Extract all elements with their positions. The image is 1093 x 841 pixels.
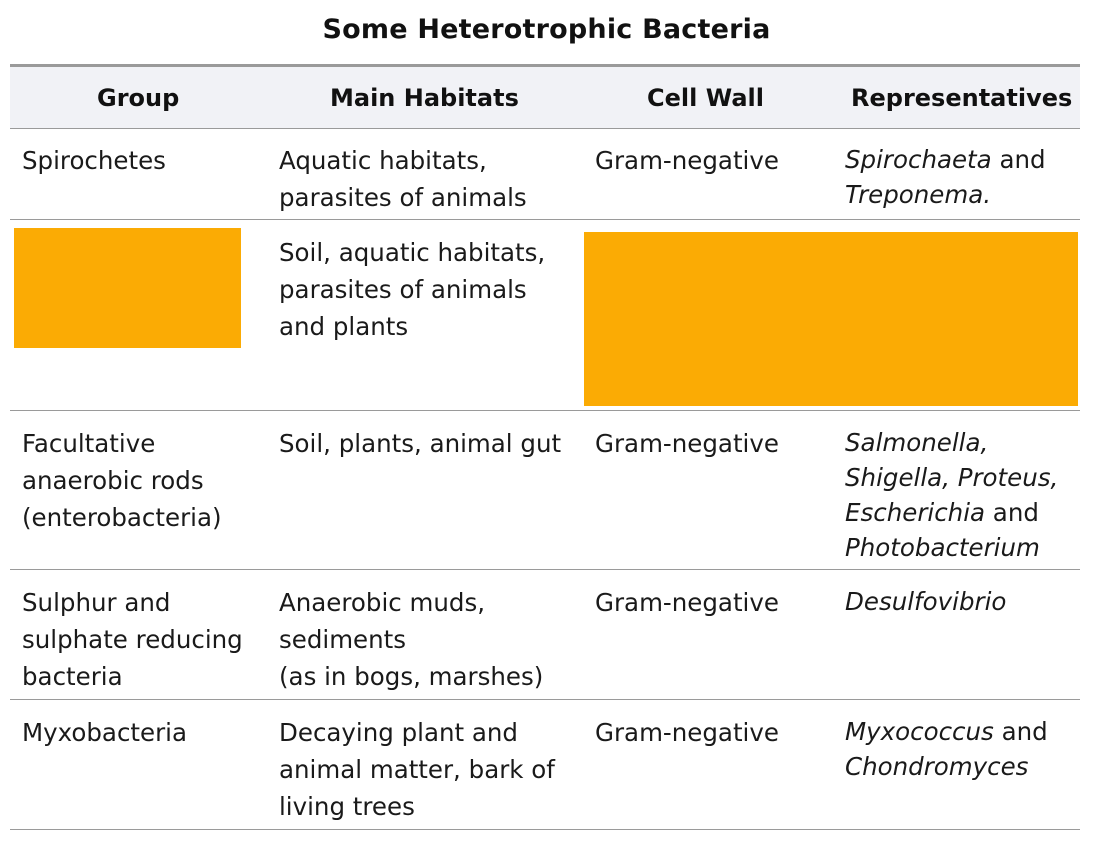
table-row: [10, 220, 1080, 411]
table-row: [10, 570, 1080, 700]
habitats-cell: Soil, aquatic habitats, parasites of animals and plants: [279, 238, 546, 341]
group-cell: Facultative anaerobic rods (enterobacteria): [22, 429, 222, 532]
group-cell: Myxobacteria: [22, 718, 187, 747]
cell-wall-cell: Gram-negative: [595, 588, 779, 617]
cell-wall-cell: Gram-negative: [595, 146, 779, 175]
cell-wall-cell: Gram-negative: [595, 429, 779, 458]
species-name: Myxococcus: [845, 717, 994, 746]
group-cell: Spirochetes: [22, 146, 166, 175]
table-row: [10, 411, 1080, 570]
group-cell: Sulphur and sulphate reducing bacteria: [22, 588, 243, 691]
table-title: Some Heterotrophic Bacteria: [322, 14, 771, 45]
cell-wall-cell: Gram-negative: [595, 718, 779, 747]
header-main-habitats: Main Habitats: [330, 84, 519, 112]
table-row: [10, 128, 1080, 220]
conjunction-text: and: [992, 498, 1039, 527]
table-row: [10, 700, 1080, 830]
habitats-cell: Soil, plants, animal gut: [279, 429, 562, 458]
species-name: Chondromyces: [845, 752, 1029, 781]
representatives-cell: [845, 142, 1080, 212]
representatives-cell: [845, 584, 1080, 619]
redaction-block-group: [14, 228, 241, 348]
representatives-cell: [845, 425, 1080, 565]
species-name: Desulfovibrio: [845, 587, 1007, 616]
conjunction-text: and: [1001, 717, 1048, 746]
habitats-cell: Anaerobic muds, sediments (as in bogs, marshes): [279, 588, 544, 691]
species-name: Spirochaeta: [845, 145, 992, 174]
header-group: Group: [97, 84, 180, 112]
species-name: Photobacterium: [845, 533, 1040, 562]
header-representatives: Representatives: [851, 84, 1073, 112]
species-name: Treponema.: [845, 180, 992, 209]
redaction-block-cellwall-representatives: [584, 232, 1078, 406]
conjunction-text: and: [999, 145, 1046, 174]
table-header: [10, 67, 1080, 129]
representatives-cell: [845, 714, 1080, 784]
header-cell-wall: Cell Wall: [647, 84, 764, 112]
habitats-cell: Decaying plant and animal matter, bark of living trees: [279, 718, 555, 821]
species-name: Salmonella, Shigella, Proteus, Escherichia: [845, 428, 1059, 527]
habitats-cell: Aquatic habitats, parasites of animals: [279, 146, 527, 212]
